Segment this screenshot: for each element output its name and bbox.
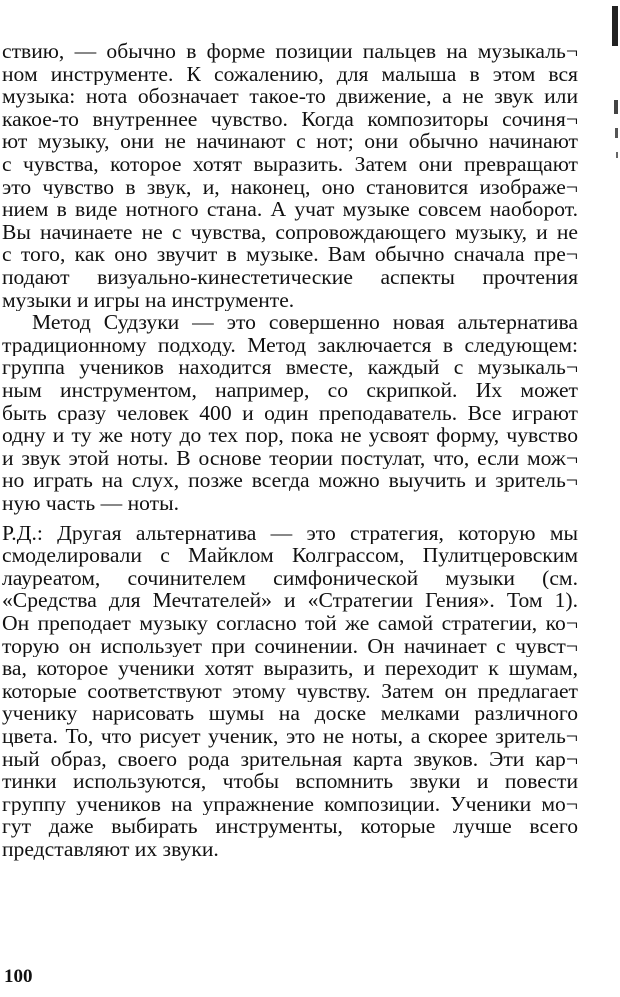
text-line: тинки используются, чтобы вспомнить звуки и повести: [2, 770, 578, 793]
text-line: торую он использует при сочинении. Он начинает с чувст¬: [2, 634, 578, 658]
text-line: музыки и игры на инструменте.: [2, 288, 295, 312]
paragraph-first-line: Р.Д.: Другая альтернатива — это стратегия, которую мы: [2, 521, 578, 545]
text-line: гут даже выбирать инструменты, которые лучше всего: [2, 815, 578, 838]
text-line: Он преподает музыку согласно той же самой стратегии, ко¬: [2, 612, 578, 635]
text-line: ствию, — обычно в форме позиции пальцев на музыкаль¬: [2, 40, 578, 63]
text-line: лауреатом, сочинителем симфонической музыки (см.: [2, 566, 578, 590]
text-line: с чувства, которое хотят выразить. Затем они превращают: [2, 153, 578, 176]
text-line: цвета. То, что рисует ученик, это не ноты, а скорее зритель¬: [2, 725, 578, 748]
text-line: ученику нарисовать шумы на доске мелками различного: [2, 702, 578, 725]
text-line: быть сразу человек 400 и один преподаватель. Все играют: [2, 401, 578, 425]
page-number: 100: [4, 966, 33, 987]
text-line: ют музыку, они не начинают с нот; они обычно начинают: [2, 130, 578, 153]
text-line: ва, которое ученики хотят выразить, и переходит к шумам,: [2, 657, 578, 680]
text-line: смоделировали с Майклом Колграссом, Пулитцеровским: [2, 544, 578, 567]
text-line: с того, как оно звучит в музыке. Вам обычно сначала пре¬: [2, 243, 578, 266]
text-line: группу учеников на упражнение композиции. Ученики мо¬: [2, 792, 578, 816]
text-line: музыка: нота обозначает такое-то движение, а не звук или: [2, 85, 578, 108]
text-line: ную часть — ноты.: [2, 492, 179, 515]
text-line: подают визуально-кинестетические аспекты прочтения: [2, 266, 578, 289]
text-line: но играть на слух, позже всегда можно выучить и зритель¬: [2, 469, 578, 492]
text-line: Вы начинаете не с чувства, сопровождающего музыку, и не: [2, 220, 578, 244]
text-line: «Средства для Мечтателей» и «Стратегии Гения». Том 1).: [2, 589, 578, 612]
text-line: какое-то внутреннее чувство. Когда композиторы сочиня¬: [2, 107, 578, 131]
text-line: одну и ту же ноту до тех пор, пока не усвоят форму, чувство: [2, 424, 578, 447]
text-line: это чувство в звук, и, наконец, оно становится изображе¬: [2, 175, 578, 199]
text-line: ный образ, своего рода зрительная карта звуков. Эти кар¬: [2, 747, 578, 771]
text-line: группа учеников находится вместе, каждый с музыкаль¬: [2, 356, 578, 379]
text-line: которые соответствуют этому чувству. Затем он предлагает: [2, 679, 578, 703]
text-line: ном инструменте. К сожалению, для малыша в этом вся: [2, 62, 578, 86]
text-line: представляют их звуки.: [2, 838, 219, 861]
text-line: ным инструментом, например, со скрипкой. Их может: [2, 379, 578, 402]
text-line: традиционному подходу. Метод заключается в следующем:: [2, 333, 578, 357]
text-line: и звук этой ноты. В основе теории постулат, что, если мож¬: [2, 446, 578, 470]
paragraph-first-line: Метод Судзуки — это совершенно новая альтернатива: [32, 311, 578, 334]
page-edge-mark: [602, 0, 620, 170]
text-line: нием в виде нотного стана. А учат музыке совсем наоборот.: [2, 198, 578, 221]
